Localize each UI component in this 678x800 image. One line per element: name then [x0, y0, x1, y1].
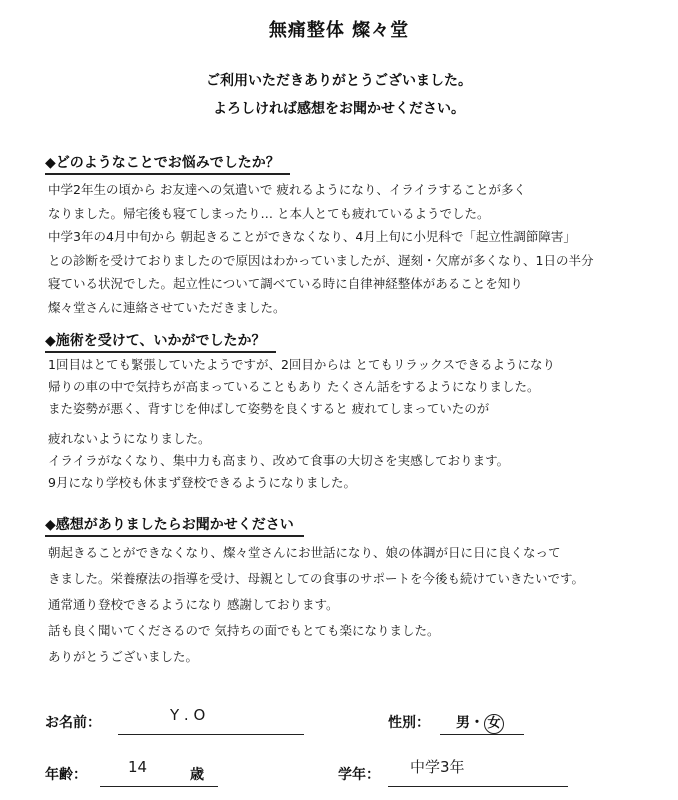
question-2-heading-text: ◆施術を受けて、いかがでしたか？	[45, 333, 266, 349]
grade-label: 学年：	[338, 767, 380, 783]
gender-separator: ・	[470, 715, 484, 731]
question-3-underline	[45, 535, 304, 537]
answer-line: 疲れないようになりました。	[48, 431, 211, 446]
answer-line: イライラがなくなり、集中力も高まり、改めて食事の大切さを実感しております。	[48, 453, 510, 468]
grade-underline	[388, 786, 568, 787]
gender-female-circled: 女	[484, 714, 504, 734]
answer-line: 帰りの車の中で気持ちが高まっていることもあり たくさん話をするようになりました。	[48, 379, 540, 394]
answer-1	[48, 178, 670, 319]
greeting-line-2: よろしければ感想をお聞かせください。	[213, 101, 465, 117]
answer-line: 9月になり学校も休まず登校できるようになりました。	[48, 475, 356, 490]
answer-line: 1回目はとても緊張していたようですが、2回目からは とてもリラックスできるようになり	[48, 357, 556, 372]
grade-value: 中学3年	[410, 758, 465, 776]
gender-male: 男	[456, 715, 470, 731]
answer-line: との診断を受けておりましたので原因はわかっていましたが、遅刻・欠席が多くなり、1日の半分	[48, 252, 594, 268]
name-label: お名前：	[45, 715, 101, 731]
age-label: 年齢：	[45, 767, 87, 783]
greeting-line-1: ご利用いただきありがとうございました。	[206, 73, 472, 89]
age-value: 14	[128, 758, 148, 776]
name-value: Y . O	[170, 706, 206, 724]
name-underline	[118, 734, 304, 735]
question-3-heading	[45, 514, 294, 534]
question-2-heading	[45, 330, 266, 350]
question-2-underline	[45, 351, 276, 353]
answer-line: 中学2年生の頃から お友達への気遣いで 疲れるようになり、イライラすることが多く	[48, 182, 527, 197]
answer-line: 朝起きることができなくなり、燦々堂さんにお世話になり、娘の体調が日に日に良くなって	[48, 545, 561, 560]
gender-underline	[440, 734, 524, 735]
question-1-underline	[45, 173, 290, 175]
age-unit: 歳	[190, 767, 204, 783]
answer-3	[48, 540, 670, 670]
question-1-heading	[45, 152, 280, 172]
answer-line: なりました。帰宅後も寝てしまったり… と本人とても疲れているようでした。	[48, 205, 490, 221]
answer-2	[48, 354, 670, 494]
answer-line: また姿勢が悪く、背すじを伸ばして姿勢を良くすると 疲れてしまっていたのが	[48, 401, 490, 416]
answer-line: 通常通り登校できるようになり 感謝しております。	[48, 597, 339, 612]
question-3-heading-text: ◆感想がありましたらお聞かせください	[45, 517, 294, 533]
answer-line: 話も良く聞いてくださるので 気持ちの面でもとても楽になりました。	[48, 623, 440, 638]
clinic-title: 無痛整体 燦々堂	[268, 20, 410, 41]
answer-line: 中学3年の4月中旬から 朝起きることができなくなり、4月上旬に小児科で「起立性調節障害」	[48, 229, 576, 244]
age-underline	[100, 786, 218, 787]
gender-label: 性別：	[388, 715, 430, 731]
gender-options	[456, 712, 504, 734]
answer-line: きました。栄養療法の指導を受け、母親としての食事のサポートを今後も続けていきたいです。	[48, 571, 585, 586]
question-1-heading-text: ◆どのようなことでお悩みでしたか？	[45, 155, 280, 171]
answer-line: 寝ている状況でした。起立性について調べている時に自律神経整体があることを知り	[48, 276, 523, 291]
answer-line: ありがとうございました。	[48, 649, 199, 664]
answer-line: 燦々堂さんに連絡させていただきました。	[48, 299, 286, 315]
